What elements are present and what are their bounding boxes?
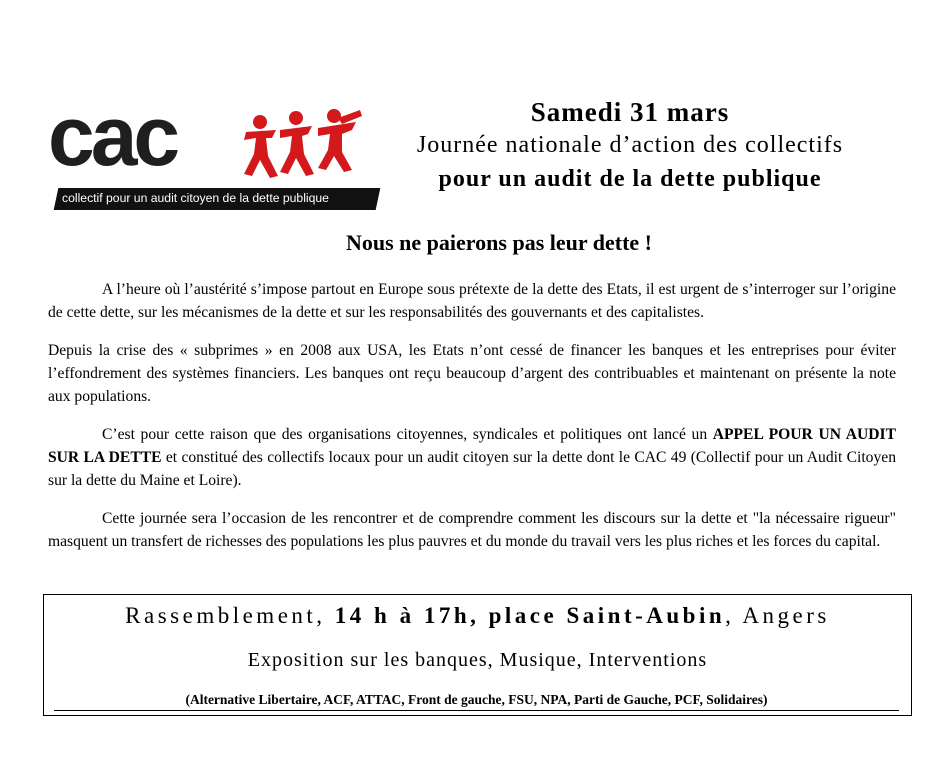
logo-tagline: collectif pour un audit citoyen de la dette publique — [62, 191, 329, 205]
paragraph-3 — [48, 423, 896, 492]
event-title — [44, 603, 911, 629]
header-line-2: Journée nationale d’action des collectifs — [416, 132, 844, 158]
header-line-3: pour un audit de la dette publique — [438, 166, 822, 192]
people-figures-icon — [238, 108, 363, 180]
event-date: Samedi 31 mars — [530, 97, 730, 127]
event-subtitle: Exposition sur les banques, Musique, Interventions — [247, 649, 708, 671]
event-time-place: 14 h à 17h, place Saint-Aubin — [334, 603, 726, 628]
event-title-end: , Angers — [725, 603, 830, 628]
page-subtitle: Nous ne paierons pas leur dette ! — [346, 230, 652, 255]
event-header — [380, 96, 880, 196]
cac-logo — [48, 89, 368, 208]
paragraph-4: Cette journée sera l’occasion de les rencontrer et de comprendre comment les discours sur la dette et "la nécessaire rigueur" masquent un transfert de richesses des populations les plus pauvres et du monde du travail vers les plus riches et les forces du capital. — [48, 510, 896, 550]
body-text — [48, 278, 896, 568]
paragraph-3-start: C’est pour cette raison que des organisations citoyennes, syndicales et politiques ont lancé un — [102, 426, 713, 443]
event-box — [43, 594, 912, 716]
paragraph-2: Depuis la crise des « subprimes » en 2008 aux USA, les Etats n’ont cessé de financer les banques et les entreprises pour éviter l’effondrement des systèmes financiers. Les banques ont reçu beaucoup d’argent des contribuables et maintenant on présente la note aux populations. — [48, 342, 896, 405]
logo-wordmark: cac — [48, 89, 177, 183]
event-title-start: Rassemblement, — [125, 603, 335, 628]
paragraph-3-end: et constitué des collectifs locaux pour un audit citoyen sur la dette dont le CAC 49 (Collectif pour un Audit Citoyen sur la dette du Maine et Loire). — [48, 449, 896, 489]
paragraph-3-appeal: APPEL POUR UN AUDIT SUR LA DETTE — [48, 426, 896, 466]
paragraph-1: A l’heure où l’austérité s’impose partout en Europe sous prétexte de la dette des Etats, il est urgent de s’interroger sur l’origine de cette dette, sur les mécanismes de la dette et sur les responsabilités des gouvernants et des capitalistes. — [48, 281, 896, 321]
event-organizations: (Alternative Libertaire, ACF, ATTAC, Front de gauche, FSU, NPA, Parti de Gauche, PCF, Solidaires) — [54, 692, 899, 711]
